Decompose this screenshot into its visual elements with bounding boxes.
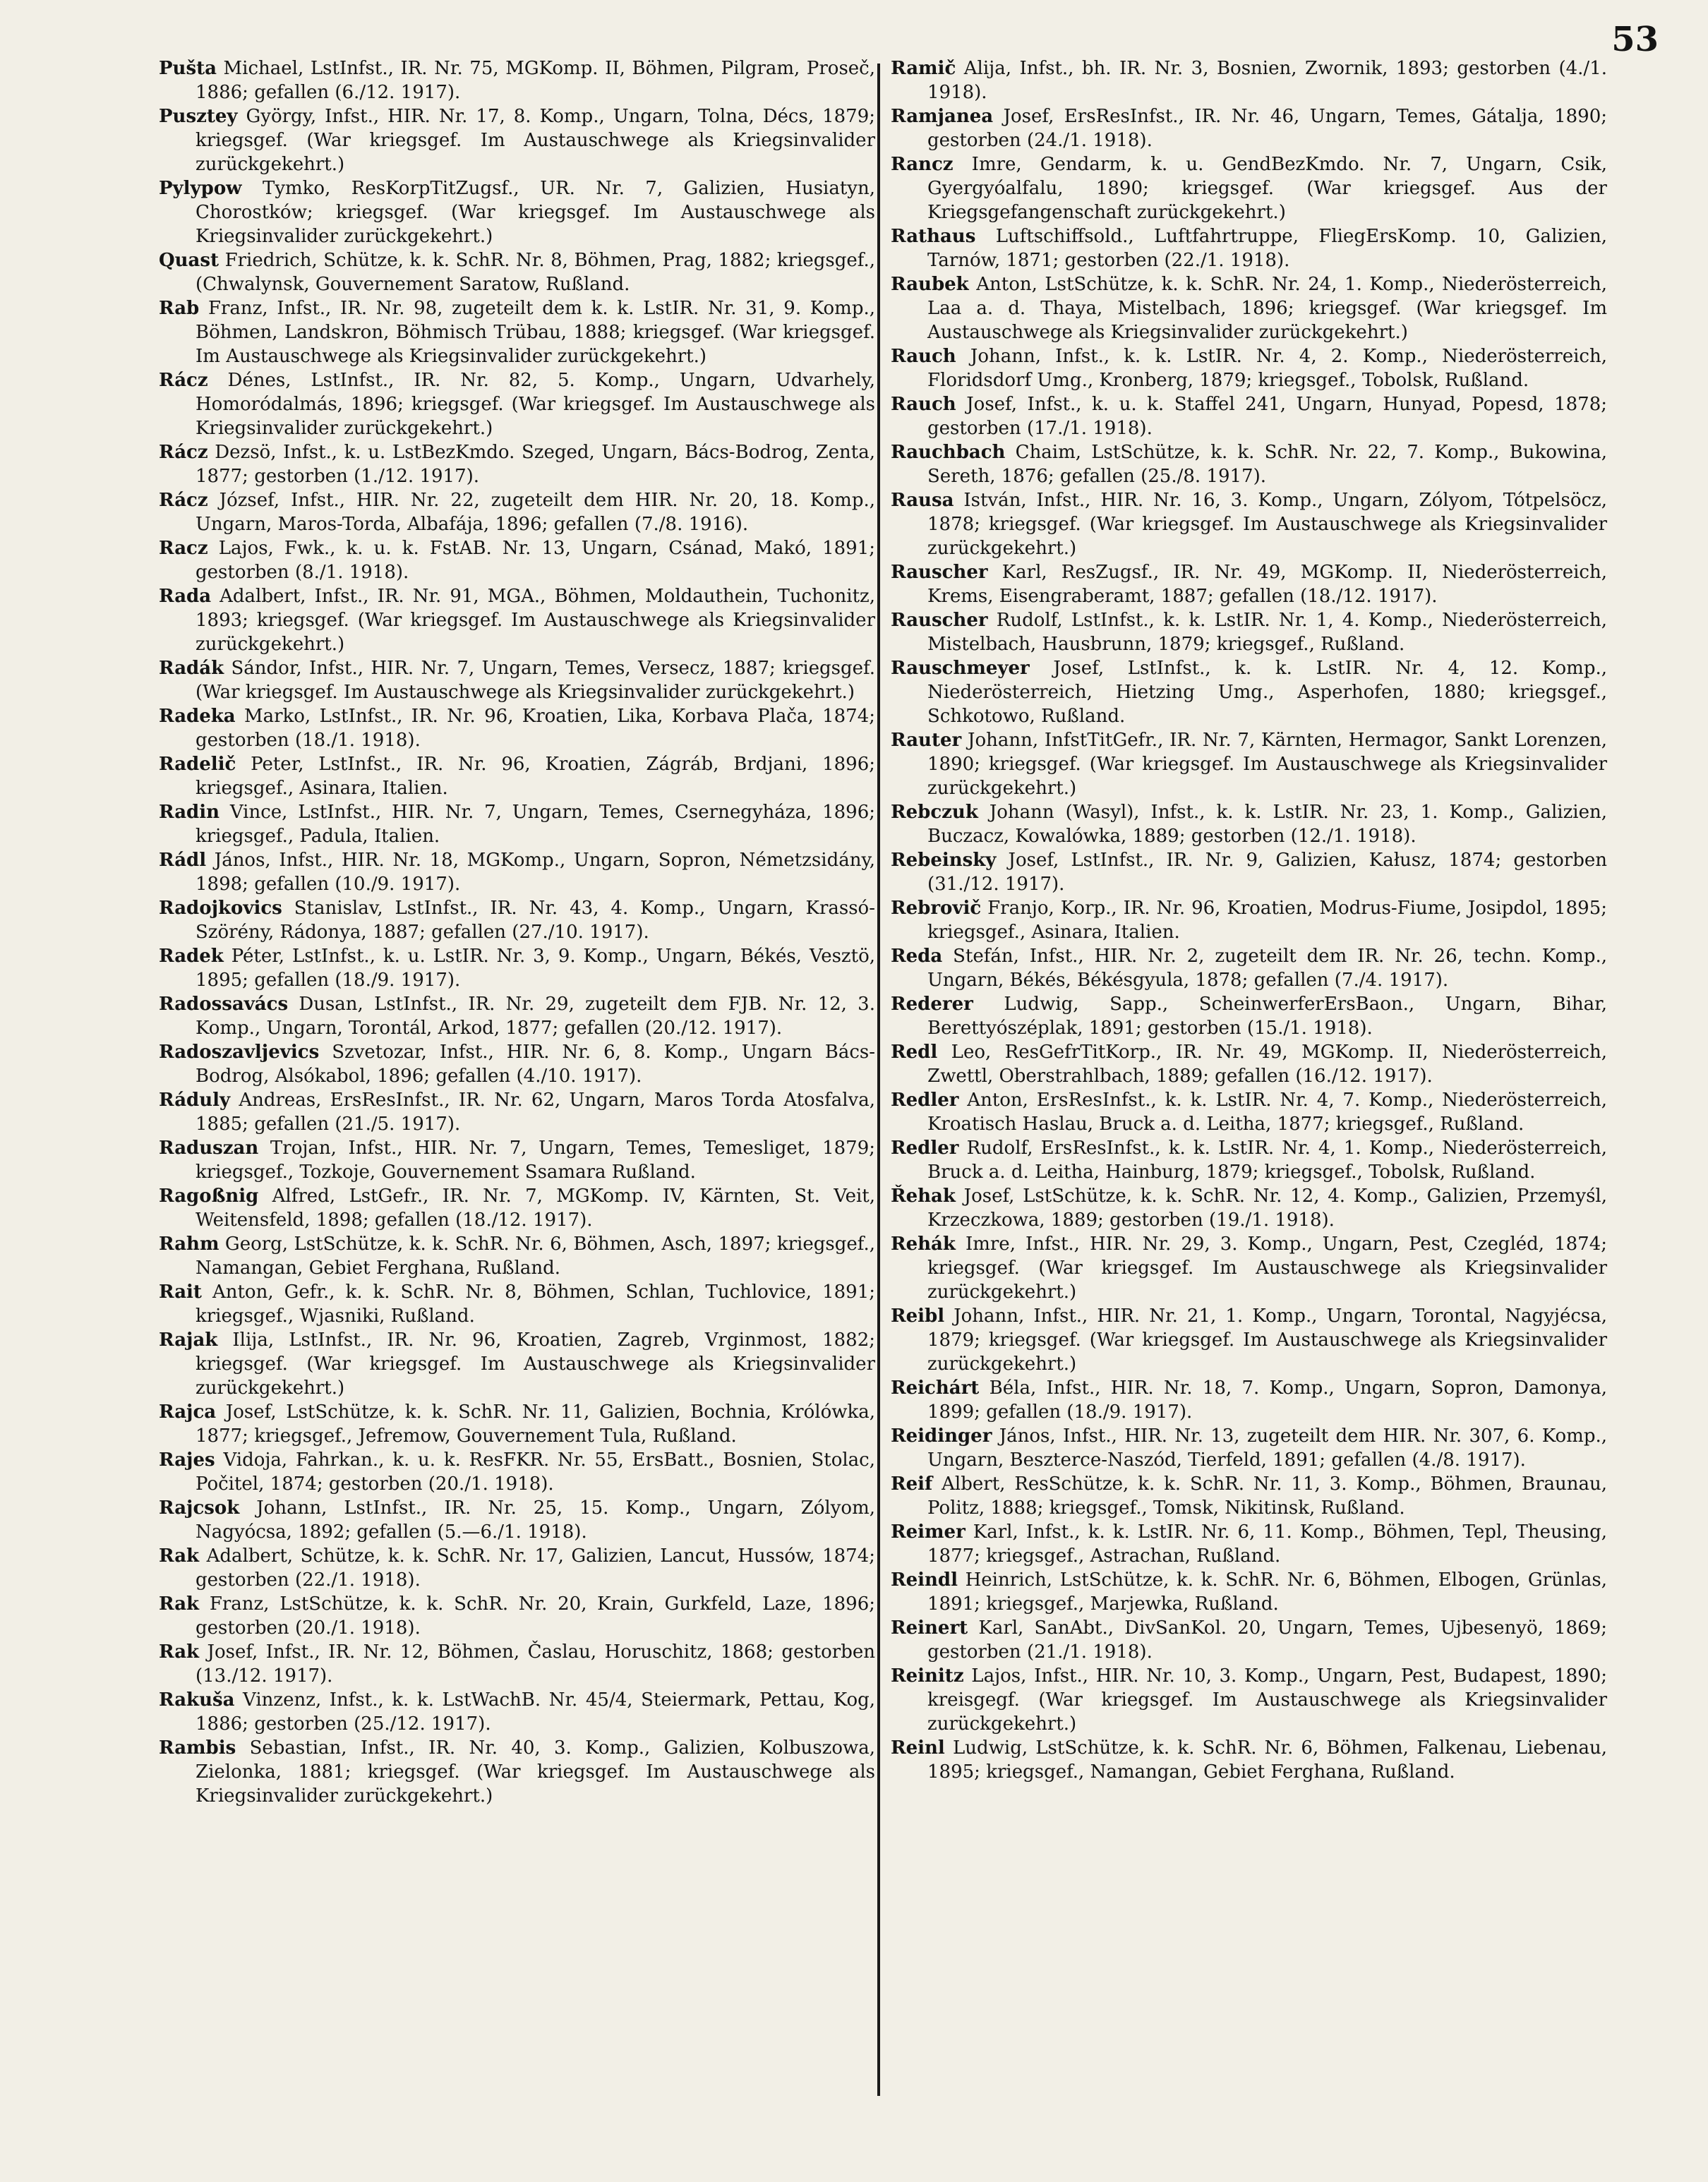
entry-details: János, Infst., HIR. Nr. 18, MGKomp., Ungarn, Sopron, Németzsidány, 1898; gefallen (10./9. 1917). [196, 850, 875, 895]
register-entry [159, 56, 875, 104]
entry-details: Josef, Infst., IR. Nr. 12, Böhmen, Časlau, Horuschitz, 1868; gestorben (13./12. 1917). [196, 1641, 876, 1687]
register-entry [891, 224, 1607, 272]
entry-details: Ludwig, Sapp., ScheinwerferErsBaon., Ungarn, Bihar, Berettyószéplak, 1891; gestorben (15./1. 1918). [927, 994, 1607, 1039]
entry-surname: Rauscher [891, 610, 988, 631]
entry-details: Vidoja, Fahrkan., k. u. k. ResFKR. Nr. 55, ErsBatt., Bosnien, Stolac, Počitel, 1874; gestorben (20./1. 1918). [196, 1449, 876, 1495]
entry-surname: Reidinger [891, 1425, 992, 1447]
entry-details: Anton, Gefr., k. k. SchR. Nr. 8, Böhmen, Schlan, Tuchlovice, 1891; kriegsgef., Wjasniki, Rußland. [196, 1282, 875, 1327]
entry-surname: Rácz [159, 442, 208, 463]
entry-surname: Redler [891, 1090, 959, 1111]
register-entry [159, 1640, 875, 1688]
register-entry [891, 344, 1607, 392]
register-entry [891, 488, 1607, 560]
entry-surname: Pusztey [159, 106, 238, 127]
entry-details: Albert, ResSchütze, k. k. SchR. Nr. 11, 3. Komp., Böhmen, Braunau, Politz, 1888; kriegsgef., Tomsk, Nikitinsk, Rußland. [927, 1473, 1608, 1519]
entry-surname: Rait [159, 1282, 202, 1303]
entry-surname: Ragoßnig [159, 1186, 259, 1207]
entry-details: Heinrich, LstSchütze, k. k. SchR. Nr. 6, Böhmen, Elbogen, Grünlas, 1891; kriegsgef., Marjewka, Rußland. [927, 1569, 1608, 1615]
register-entry [159, 296, 875, 368]
register-entry [159, 440, 875, 488]
register-entry [159, 1592, 875, 1640]
entry-surname: Rakuša [159, 1689, 235, 1711]
entry-details: Josef, ErsResInfst., IR. Nr. 46, Ungarn, Temes, Gátalja, 1890; gestorben (24./1. 1918). [927, 106, 1607, 151]
entry-surname: Rauscher [891, 562, 988, 583]
entry-surname: Rathaus [891, 226, 976, 247]
page-number: 53 [1611, 20, 1659, 59]
entry-details: Johann, Infst., k. k. LstIR. Nr. 4, 2. Komp., Niederösterreich, Floridsdorf Umg., Kronberg, 1879; kriegsgef., Tobolsk, Rußland. [927, 346, 1608, 391]
register-entry [891, 440, 1607, 488]
entry-details: Dezsö, Infst., k. u. LstBezKmdo. Szeged, Ungarn, Bács-Bodrog, Zenta, 1877; gestorben (1./12. 1917). [196, 442, 876, 487]
register-entry [891, 1736, 1607, 1784]
register-entry [891, 944, 1607, 992]
register-entry [159, 584, 875, 656]
entry-surname: Rada [159, 586, 212, 607]
register-entry [159, 656, 875, 704]
column-divider [877, 64, 880, 2096]
entry-details: Marko, LstInfst., IR. Nr. 96, Kroatien, Lika, Korbava Plača, 1874; gestorben (18./1. 1918). [196, 706, 875, 751]
entry-surname: Rádl [159, 850, 207, 871]
entry-details: Imre, Gendarm, k. u. GendBezKmdo. Nr. 7, Ungarn, Csik, Gyergyóalfalu, 1890; kriegsgef. (War kriegsgef. Aus der Kriegsgefangenschaft zurückgekehrt.) [927, 154, 1608, 223]
register-entry [891, 104, 1607, 152]
register-entry [891, 656, 1607, 728]
entry-details: Josef, LstInfst., IR. Nr. 9, Galizien, Kałusz, 1874; gestorben (31./12. 1917). [927, 850, 1607, 895]
register-entry [891, 1616, 1607, 1664]
entry-details: Dénes, LstInfst., IR. Nr. 82, 5. Komp., Ungarn, Udvarhely, Homoródalmás, 1896; kriegsgef. (War kriegsgef. Im Austauschwege als Kriegsinvalider zurückgekehrt.) [196, 370, 876, 439]
entry-details: Johann (Wasyl), Infst., k. k. LstIR. Nr. 23, 1. Komp., Galizien, Buczacz, Kowalówka, 1889; gestorben (12./1. 1918). [927, 802, 1608, 847]
entry-surname: Radelič [159, 754, 236, 775]
register-entry [159, 1736, 875, 1808]
entry-surname: Rauch [891, 394, 956, 415]
entry-details: György, Infst., HIR. Nr. 17, 8. Komp., Ungarn, Tolna, Décs, 1879; kriegsgef. (War kriegsgef. Im Austauschwege als Kriegsinvalider zurückgekehrt.) [196, 106, 875, 175]
entry-details: Georg, LstSchütze, k. k. SchR. Nr. 6, Böhmen, Asch, 1897; kriegsgef., Namangan, Gebiet Ferghana, Rußland. [196, 1234, 875, 1279]
entry-details: Karl, SanAbt., DivSanKol. 20, Ungarn, Temes, Ujbesenyö, 1869; gestorben (21./1. 1918). [927, 1617, 1607, 1663]
register-entry [891, 1568, 1607, 1616]
register-entry [159, 1688, 875, 1736]
register-entry [891, 1088, 1607, 1136]
register-entry [891, 56, 1607, 104]
entry-surname: Racz [159, 538, 208, 559]
entry-details: Lajos, Fwk., k. u. k. FstAB. Nr. 13, Ungarn, Csánad, Makó, 1891; gestorben (8./1. 1918). [196, 538, 875, 583]
entry-details: Vince, LstInfst., HIR. Nr. 7, Ungarn, Temes, Csernegyháza, 1896; kriegsgef., Padula, Italien. [196, 802, 875, 847]
entry-details: Leo, ResGefrTitKorp., IR. Nr. 49, MGKomp. II, Niederösterreich, Zwettl, Oberstrahlbach, 1889; gefallen (16./12. 1917). [927, 1042, 1607, 1087]
entry-surname: Radák [159, 658, 224, 679]
register-entry [891, 1472, 1607, 1520]
entry-details: Karl, Infst., k. k. LstIR. Nr. 6, 11. Komp., Böhmen, Tepl, Theusing, 1877; kriegsgef., Astrachan, Rußland. [927, 1521, 1607, 1567]
entry-details: István, Infst., HIR. Nr. 16, 3. Komp., Ungarn, Zólyom, Tótpelsöcz, 1878; kriegsgef. (War kriegsgef. Im Austauschwege als Kriegsinvalider zurückgekehrt.) [927, 490, 1608, 559]
entry-surname: Rauschmeyer [891, 658, 1030, 679]
entry-details: Péter, LstInfst., k. u. LstIR. Nr. 3, 9. Komp., Ungarn, Békés, Vesztö, 1895; gefallen (18./9. 1917). [196, 946, 876, 991]
register-entry [159, 1448, 875, 1496]
register-entry [891, 1424, 1607, 1472]
register-entry [159, 1544, 875, 1592]
entry-surname: Rahm [159, 1234, 219, 1255]
register-entry [159, 104, 875, 176]
entry-details: Tymko, ResKorpTitZugsf., UR. Nr. 7, Galizien, Husiatyn, Chorostków; kriegsgef. (War kriegsgef. Im Austauschwege als Kriegsinvalider zurückgekehrt.) [196, 178, 876, 247]
register-entry [159, 944, 875, 992]
entry-details: Béla, Infst., HIR. Nr. 18, 7. Komp., Ungarn, Sopron, Damonya, 1899; gefallen (18./9. 1917). [927, 1378, 1607, 1423]
entry-surname: Redler [891, 1138, 959, 1159]
register-entry [159, 1040, 875, 1088]
register-entry [159, 896, 875, 944]
entry-surname: Rajcsok [159, 1497, 240, 1519]
register-entry [891, 560, 1607, 608]
register-entry [159, 1328, 875, 1400]
register-entry [159, 848, 875, 896]
entry-details: Josef, LstInfst., k. k. LstIR. Nr. 4, 12. Komp., Niederösterreich, Hietzing Umg., Asperhofen, 1880; kriegsgef., Schkotowo, Rußland. [927, 658, 1607, 727]
entry-surname: Reibl [891, 1306, 945, 1327]
entry-details: Sándor, Infst., HIR. Nr. 7, Ungarn, Temes, Versecz, 1887; kriegsgef. (War kriegsgef. Im Austauschwege als Kriegsinvalider zurückgekehrt.) [196, 658, 875, 703]
entry-details: Rudolf, LstInfst., k. k. LstIR. Nr. 1, 4. Komp., Niederösterreich, Mistelbach, Hausbrunn, 1879; kriegsgef., Rußland. [927, 610, 1607, 655]
entry-details: Franjo, Korp., IR. Nr. 96, Kroatien, Modrus-Fiume, Josipdol, 1895; kriegsgef., Asinara, Italien. [927, 898, 1607, 943]
register-entry [159, 1400, 875, 1448]
entry-details: Josef, LstSchütze, k. k. SchR. Nr. 12, 4. Komp., Galizien, Przemyśl, Krzeczkowa, 1889; gestorben (19./1. 1918). [927, 1186, 1607, 1231]
entry-details: Sebastian, Infst., IR. Nr. 40, 3. Komp., Galizien, Kolbuszowa, Zielonka, 1881; kriegsgef. (War kriegsgef. Im Austauschwege als Kriegsinvalider zurückgekehrt.) [196, 1737, 875, 1807]
entry-surname: Rácz [159, 370, 208, 391]
register-entry [159, 368, 875, 440]
entry-details: Trojan, Infst., HIR. Nr. 7, Ungarn, Temes, Temesliget, 1879; kriegsgef., Tozkoje, Gouvernement Ssamara Rußland. [196, 1138, 876, 1183]
entry-surname: Quast [159, 250, 219, 271]
register-entry [159, 800, 875, 848]
entry-details: Rudolf, ErsResInfst., k. k. LstIR. Nr. 4, 1. Komp., Niederösterreich, Bruck a. d. Leitha, Hainburg, 1879; kriegsgef., Tobolsk, Rußland. [927, 1138, 1608, 1183]
register-entry [159, 1280, 875, 1328]
entry-surname: Rajak [159, 1330, 218, 1351]
entry-details: Lajos, Infst., HIR. Nr. 10, 3. Komp., Ungarn, Pest, Budapest, 1890; kreisgegf. (War kriegsgef. Im Austauschwege als Kriegsinvalider zurückgekehrt.) [927, 1665, 1608, 1735]
register-entry [891, 608, 1607, 656]
entry-surname: Rajes [159, 1449, 215, 1471]
entry-details: Franz, LstSchütze, k. k. SchR. Nr. 20, Krain, Gurkfeld, Laze, 1896; gestorben (20./1. 1918). [196, 1593, 876, 1639]
register-entry [159, 1496, 875, 1544]
entry-surname: Rajca [159, 1402, 217, 1423]
register-entry [159, 176, 875, 248]
register-entry [891, 392, 1607, 440]
entry-surname: Rak [159, 1593, 200, 1615]
entry-surname: Radossavács [159, 994, 289, 1015]
entry-details: Stefán, Infst., HIR. Nr. 2, zugeteilt dem IR. Nr. 26, techn. Komp., Ungarn, Békés, Békésgyula, 1878; gefallen (7./4. 1917). [927, 946, 1607, 991]
register-entry [159, 488, 875, 536]
entry-surname: Radojkovics [159, 898, 282, 919]
entry-details: Josef, Infst., k. u. k. Staffel 241, Ungarn, Hunyad, Popesd, 1878; gestorben (17./1. 1918). [927, 394, 1607, 439]
register-entry [891, 800, 1607, 848]
entry-details: Peter, LstInfst., IR. Nr. 96, Kroatien, Zágráb, Brdjani, 1896; kriegsgef., Asinara, Italien. [196, 754, 875, 799]
entry-surname: Reinitz [891, 1665, 964, 1687]
entry-details: Stanislav, LstInfst., IR. Nr. 43, 4. Komp., Ungarn, Krassó-Szörény, Rádonya, 1887; gefallen (27./10. 1917). [196, 898, 875, 943]
register-entry [159, 704, 875, 752]
entry-surname: Reimer [891, 1521, 966, 1543]
entry-details: Friedrich, Schütze, k. k. SchR. Nr. 8, Böhmen, Prag, 1882; kriegsgef., (Chwalynsk, Gouvernement Saratow, Rußland. [196, 250, 875, 295]
entry-surname: Rambis [159, 1737, 236, 1759]
entry-details: Luftschiffsold., Luftfahrtruppe, FliegErsKomp. 10, Galizien, Tarnów, 1871; gestorben (22./1. 1918). [927, 226, 1607, 271]
entry-details: Anton, ErsResInfst., k. k. LstIR. Nr. 4, 7. Komp., Niederösterreich, Kroatisch Haslau, Bruck a. d. Leitha, 1877; kriegsgef., Rußland. [927, 1090, 1607, 1135]
register-entry [891, 1304, 1607, 1376]
entry-details: Franz, Infst., IR. Nr. 98, zugeteilt dem k. k. LstIR. Nr. 31, 9. Komp., Böhmen, Landskron, Böhmisch Trübau, 1888; kriegsgef. (War kriegsgef. Im Austauschwege als Kriegsinvalider zurückgekehrt.) [196, 298, 876, 367]
entry-details: János, Infst., HIR. Nr. 13, zugeteilt dem HIR. Nr. 307, 6. Komp., Ungarn, Beszterce-Naszód, Tierfeld, 1891; gefallen (4./8. 1917). [927, 1425, 1608, 1471]
entry-details: Andreas, ErsResInfst., IR. Nr. 62, Ungarn, Maros Torda Atosfalva, 1885; gefallen (21./5. 1917). [196, 1090, 876, 1135]
entry-surname: Rederer [891, 994, 973, 1015]
entry-details: Szvetozar, Infst., HIR. Nr. 6, 8. Komp., Ungarn Bács-Bodrog, Alsókabol, 1896; gefallen (4./10. 1917). [196, 1042, 876, 1087]
register-entry [891, 728, 1607, 800]
entry-surname: Pušta [159, 58, 217, 79]
entry-surname: Rebczuk [891, 802, 978, 823]
entry-details: Alfred, LstGefr., IR. Nr. 7, MGKomp. IV, Kärnten, St. Veit, Weitensfeld, 1898; gefallen (18./12. 1917). [196, 1186, 876, 1231]
entry-surname: Reda [891, 946, 943, 967]
entry-surname: Rebeinsky [891, 850, 997, 871]
entry-surname: Rausa [891, 490, 954, 511]
entry-details: Dusan, LstInfst., IR. Nr. 29, zugeteilt dem FJB. Nr. 12, 3. Komp., Ungarn, Torontál, Arkod, 1877; gefallen (20./12. 1917). [196, 994, 875, 1039]
entry-details: Adalbert, Infst., IR. Nr. 91, MGA., Böhmen, Moldauthein, Tuchonitz, 1893; kriegsgef. (War kriegsgef. Im Austauschwege als Kriegsinvalider zurückgekehrt.) [196, 586, 875, 655]
register-entry [891, 848, 1607, 896]
register-entry [159, 992, 875, 1040]
register-entry [159, 1136, 875, 1184]
entry-surname: Reindl [891, 1569, 958, 1591]
entry-surname: Radeka [159, 706, 236, 727]
entry-details: Alija, Infst., bh. IR. Nr. 3, Bosnien, Zwornik, 1893; gestorben (4./1. 1918). [927, 58, 1608, 103]
register-entry [159, 536, 875, 584]
entry-surname: Rehák [891, 1234, 956, 1255]
register-entry [891, 1664, 1607, 1736]
register-entry [159, 248, 875, 296]
entry-details: Ilija, LstInfst., IR. Nr. 96, Kroatien, Zagreb, Vrginmost, 1882; kriegsgef. (War kriegsgef. Im Austauschwege als Kriegsinvalider zurückgekehrt.) [196, 1330, 876, 1399]
entry-details: József, Infst., HIR. Nr. 22, zugeteilt dem HIR. Nr. 20, 18. Komp., Ungarn, Maros-Torda, Albafája, 1896; gefallen (7./8. 1916). [196, 490, 876, 535]
entry-details: Chaim, LstSchütze, k. k. SchR. Nr. 22, 7. Komp., Bukowina, Sereth, 1876; gefallen (25./8. 1917). [927, 442, 1607, 487]
entry-surname: Raubek [891, 274, 969, 295]
entry-surname: Rab [159, 298, 200, 319]
register-entry [159, 1088, 875, 1136]
register-entry [891, 992, 1607, 1040]
entry-details: Anton, LstSchütze, k. k. SchR. Nr. 24, 1. Komp., Niederösterreich, Laa a. d. Thaya, Mistelbach, 1896; kriegsgef. (War kriegsgef. Im Austauschwege als Kriegsinvalider zurückgekehrt.) [927, 274, 1607, 343]
register-entry [159, 1184, 875, 1232]
entry-surname: Ráduly [159, 1090, 231, 1111]
register-entry [891, 152, 1607, 224]
entry-details: Johann, Infst., HIR. Nr. 21, 1. Komp., Ungarn, Torontal, Nagyjécsa, 1879; kriegsgef. (War kriegsgef. Im Austauschwege als Kriegsinvalider zurückgekehrt.) [927, 1306, 1607, 1375]
entry-surname: Pylypow [159, 178, 242, 199]
entry-details: Johann, InfstTitGefr., IR. Nr. 7, Kärnten, Hermagor, Sankt Lorenzen, 1890; kriegsgef. (War kriegsgef. Im Austauschwege als Kriegsinvalider zurückgekehrt.) [927, 730, 1608, 799]
entry-surname: Ramič [891, 58, 956, 79]
register-entry [891, 1136, 1607, 1184]
left-column [159, 56, 875, 1808]
register-entry [891, 1376, 1607, 1424]
register-entry [891, 1520, 1607, 1568]
register-entry [159, 1232, 875, 1280]
entry-surname: Rak [159, 1641, 200, 1663]
entry-surname: Rauchbach [891, 442, 1006, 463]
register-entry [891, 896, 1607, 944]
register-entry [891, 1184, 1607, 1232]
entry-details: Imre, Infst., HIR. Nr. 29, 3. Komp., Ungarn, Pest, Czegléd, 1874; kriegsgef. (War kriegsgef. Im Austauschwege als Kriegsinvalider zurückgekehrt.) [927, 1234, 1608, 1303]
entry-surname: Radin [159, 802, 220, 823]
entry-surname: Rauch [891, 346, 956, 367]
entry-details: Karl, ResZugsf., IR. Nr. 49, MGKomp. II, Niederösterreich, Krems, Eisengraberamt, 1887; gefallen (18./12. 1917). [927, 562, 1607, 607]
entry-surname: Rebrovič [891, 898, 982, 919]
entry-surname: Reinl [891, 1737, 945, 1759]
entry-surname: Rácz [159, 490, 208, 511]
right-column [891, 56, 1607, 1784]
entry-surname: Raduszan [159, 1138, 259, 1159]
entry-details: Adalbert, Schütze, k. k. SchR. Nr. 17, Galizien, Lancut, Hussów, 1874; gestorben (22./1. 1918). [196, 1545, 875, 1591]
register-entry [891, 1040, 1607, 1088]
register-entry [891, 1232, 1607, 1304]
entry-surname: Ramjanea [891, 106, 994, 127]
entry-surname: Rancz [891, 154, 954, 175]
entry-surname: Rauter [891, 730, 962, 751]
entry-surname: Reinert [891, 1617, 968, 1639]
register-entry [159, 752, 875, 800]
entry-surname: Radoszavljevics [159, 1042, 320, 1063]
entry-surname: Rak [159, 1545, 200, 1567]
entry-surname: Radek [159, 946, 224, 967]
entry-surname: Řehak [891, 1186, 956, 1207]
entry-details: Johann, LstInfst., IR. Nr. 25, 15. Komp., Ungarn, Zólyom, Nagyócsa, 1892; gefallen (5.—6./1. 1918). [196, 1497, 875, 1543]
entry-surname: Reichárt [891, 1378, 980, 1399]
entry-details: Vinzenz, Infst., k. k. LstWachB. Nr. 45/4, Steiermark, Pettau, Kog, 1886; gestorben (25./12. 1917). [196, 1689, 876, 1735]
entry-details: Michael, LstInfst., IR. Nr. 75, MGKomp. II, Böhmen, Pilgram, Proseč, 1886; gefallen (6./12. 1917). [196, 58, 876, 103]
entry-surname: Reif [891, 1473, 933, 1495]
entry-details: Josef, LstSchütze, k. k. SchR. Nr. 11, Galizien, Bochnia, Królówka, 1877; kriegsgef., Jefremow, Gouvernement Tula, Rußland. [196, 1402, 875, 1447]
entry-surname: Redl [891, 1042, 938, 1063]
entry-details: Ludwig, LstSchütze, k. k. SchR. Nr. 6, Böhmen, Falkenau, Liebenau, 1895; kriegsgef., Namangan, Gebiet Ferghana, Rußland. [927, 1737, 1607, 1783]
register-entry [891, 272, 1607, 344]
